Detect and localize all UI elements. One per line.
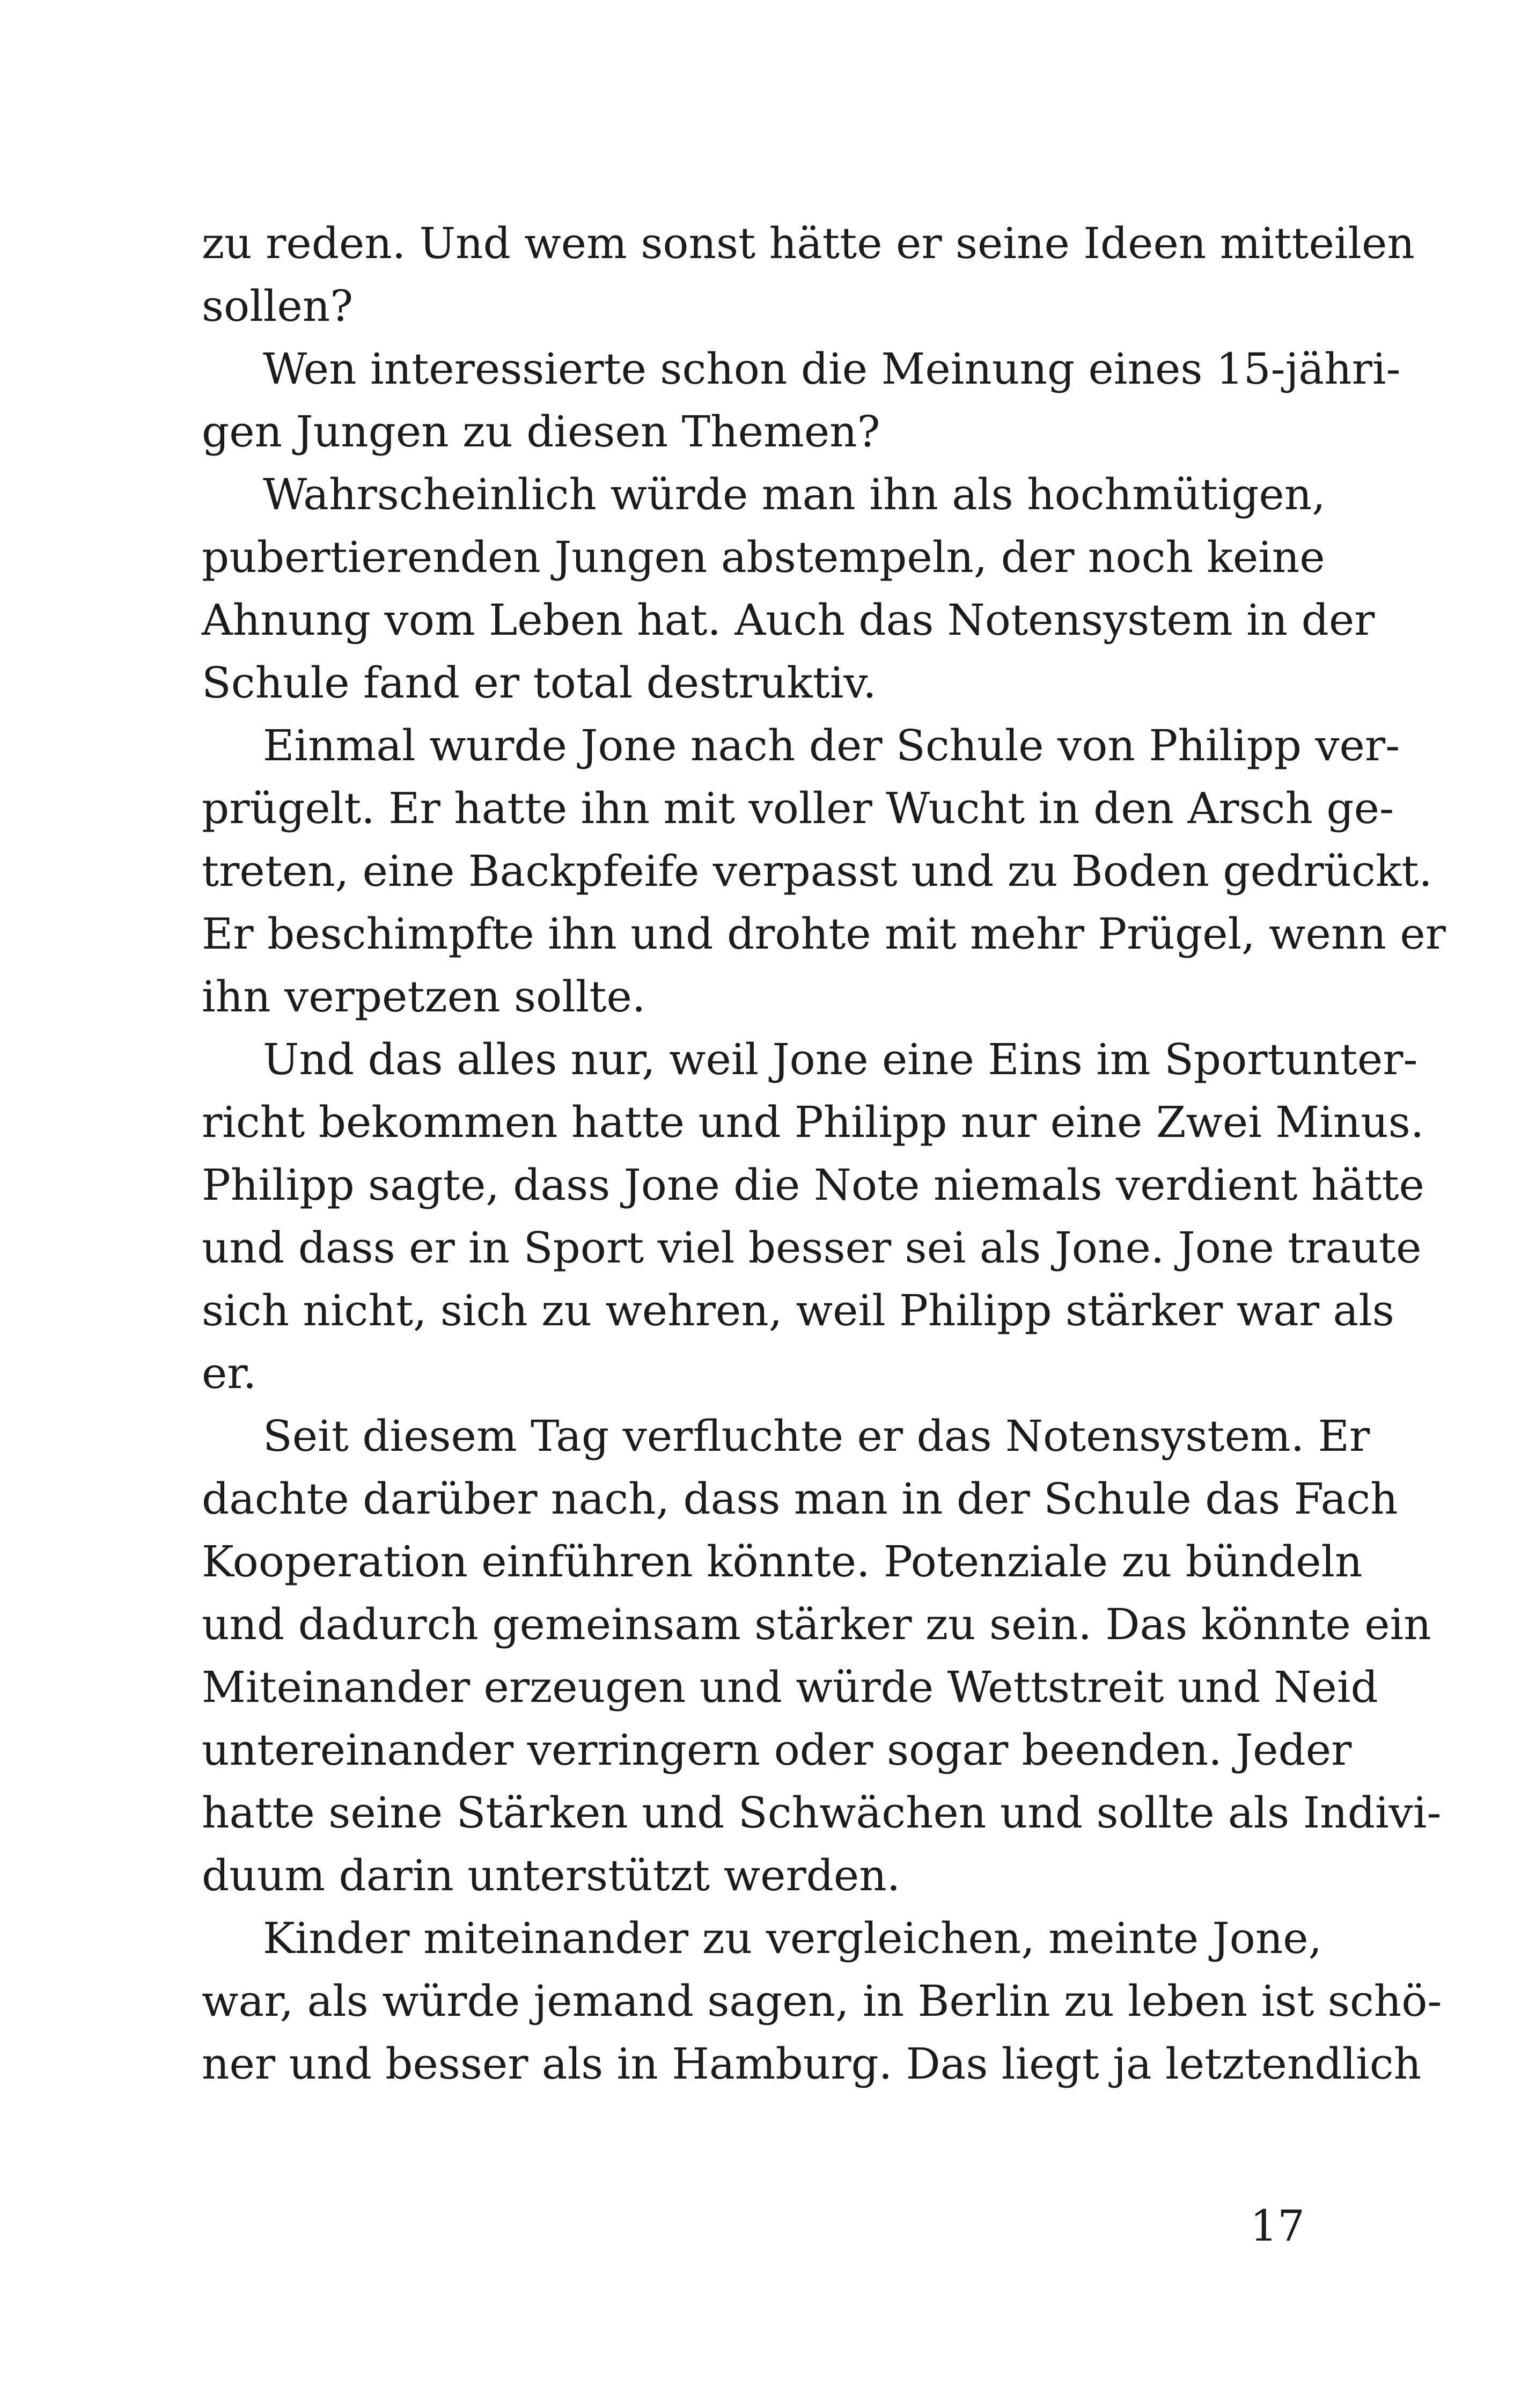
text-line: duum darin unterstützt werden. [202,1851,901,1900]
text-line: Kooperation einführen könnte. Potenziale zu bündeln [202,1537,1363,1587]
text-line: richt bekommen hatte und Philipp nur eine Zwei Minus. [202,1097,1424,1147]
text-line: zu reden. Und wem sonst hätte er seine Ideen mitteilen [202,218,1415,268]
text-line: sollen? [202,281,354,331]
text-line: Ahnung vom Leben hat. Auch das Notensystem in der [202,595,1375,645]
text-line: Er beschimpfte ihn und drohte mit mehr Prügel, wenn er [202,909,1446,959]
text-line: prügelt. Er hatte ihn mit voller Wucht in den Arsch ge- [202,783,1394,833]
text-line: Miteinander erzeugen und würde Wettstreit und Neid [202,1662,1378,1712]
text-line: treten, eine Backpfeife verpasst und zu Boden gedrückt. [202,846,1432,896]
text-line: Kinder miteinander zu vergleichen, meinte Jone, [263,1913,1322,1963]
text-line: Einmal wurde Jone nach der Schule von Philipp ver- [263,721,1400,770]
text-line: und dass er in Sport viel besser sei als Jone. Jone traute [202,1223,1422,1273]
text-line: pubertierenden Jungen abstempeln, der noch keine [202,532,1325,582]
text-line: untereinander verringern oder sogar beenden. Jeder [202,1725,1352,1775]
text-line: Seit diesem Tag verfluchte er das Notensystem. Er [263,1411,1370,1461]
text-line: Philipp sagte, dass Jone die Note niemals verdient hätte [202,1160,1424,1210]
text-line: Schule fand er total destruktiv. [202,658,877,708]
page-number: 17 [1250,2201,1305,2251]
text-line: Wen interessierte schon die Meinung eines 15-jähri- [263,344,1401,394]
text-line: gen Jungen zu diesen Themen? [202,407,880,457]
text-line: hatte seine Stärken und Schwächen und sollte als Indivi- [202,1788,1442,1838]
text-line: er. [202,1348,257,1398]
text-line: dachte darüber nach, dass man in der Schule das Fach [202,1474,1398,1524]
text-line: war, als würde jemand sagen, in Berlin zu leben ist schö- [202,1976,1442,2026]
text-line: ihn verpetzen sollte. [202,972,646,1022]
body-text [202,212,1446,2095]
text-line: sich nicht, sich zu wehren, weil Philipp stärker war als [202,1286,1394,1335]
text-line: Und das alles nur, weil Jone eine Eins im Sportunter- [263,1034,1418,1084]
text-line: ner und besser als in Hamburg. Das liegt ja letztendlich [202,2039,1422,2089]
text-line: und dadurch gemeinsam stärker zu sein. Das könnte ein [202,1599,1431,1649]
text-line: Wahrscheinlich würde man ihn als hochmütigen, [263,469,1326,519]
